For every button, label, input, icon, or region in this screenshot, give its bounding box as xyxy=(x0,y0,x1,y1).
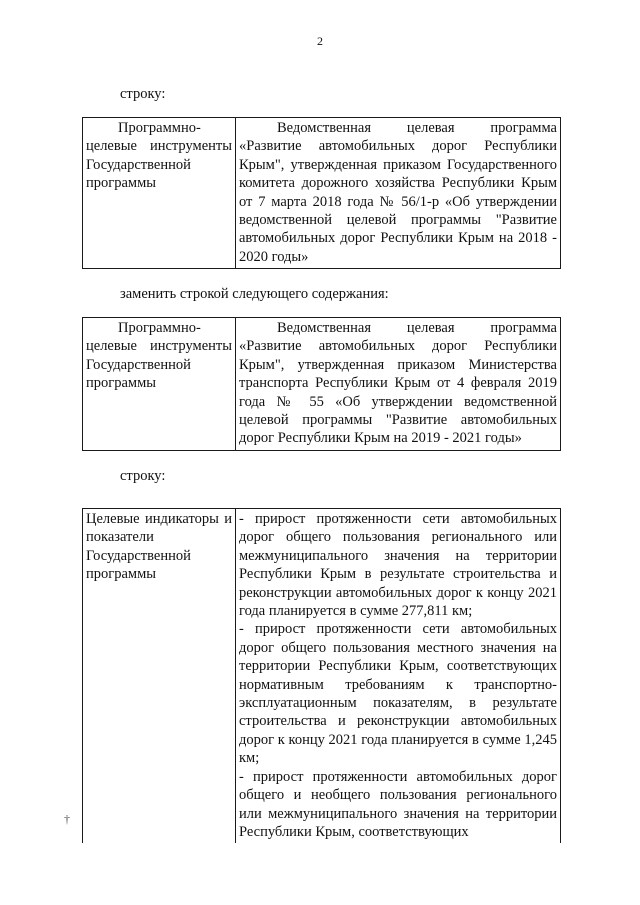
table-row xyxy=(83,509,561,844)
table-cell-content xyxy=(236,509,561,844)
table-cell-label xyxy=(83,509,236,844)
cell-label-text: Программно-целевые инструменты Государственной программы xyxy=(86,320,232,392)
paragraph-row-intro-1: строку: xyxy=(120,86,166,102)
table-cell-label xyxy=(83,118,236,269)
table-cell-label xyxy=(83,318,236,451)
cell-label-text: Программно-целевые инструменты Государственной программы xyxy=(86,120,232,192)
paragraph-row-intro-2: строку: xyxy=(120,468,166,484)
indicator-item-3: - прирост протяженности автомобильных дорог общего и необщего пользования регионального или межмуниципального значения на территории Республики Крым, соответствующих xyxy=(239,768,557,840)
table-old-row xyxy=(82,117,561,269)
margin-mark-decoration: † xyxy=(64,812,70,826)
table-indicators-row xyxy=(82,508,561,843)
cell-label-text: Целевые индикаторы и показатели Государственной программы xyxy=(86,511,232,583)
table-row xyxy=(83,118,561,269)
cell-content-text: Ведомственная целевая программа «Развитие автомобильных дорог Республики Крым", утвержденная приказом Государственного комитета дорожного хозяйства Республики Крым от 7 марта 2018 года № 56/1-р «Об утверждении ведомственной целевой программы "Развитие автомобильных дорог Республики Крым на 2018 - 2020 годы» xyxy=(239,120,557,265)
table-cell-content xyxy=(236,118,561,269)
paragraph-replace-with: заменить строкой следующего содержания: xyxy=(120,286,389,302)
indicator-item-1: - прирост протяженности сети автомобильных дорог общего пользования регионального или межмуниципального значения на территории Республики Крым в результате строительства и реконструкции автомобильных дорог к концу 2021 года планируется в сумме 277,811 км; xyxy=(239,511,557,620)
table-row xyxy=(83,318,561,451)
indicator-item-2: - прирост протяженности сети автомобильных дорог общего пользования местного значения на территории Республики Крым, соответствующих нормативным требованиям к транспортно-эксплуатационным показателям, в результате строительства и реконструкции автомобильных дорог к концу 2021 года планируется в сумме 1,245 км; xyxy=(239,621,557,767)
table-new-row xyxy=(82,317,561,451)
page-number: 2 xyxy=(317,34,323,48)
cell-content-text: Ведомственная целевая программа «Развитие автомобильных дорог Республики Крым", утвержденная приказом Министерства транспорта Республики Крым от 4 февраля 2019 года № 55 «Об утверждении ведомственной целевой программы "Развитие автомобильных дорог Республики Крым на 2019 - 2021 годы» xyxy=(239,320,557,447)
table-cell-content xyxy=(236,318,561,451)
